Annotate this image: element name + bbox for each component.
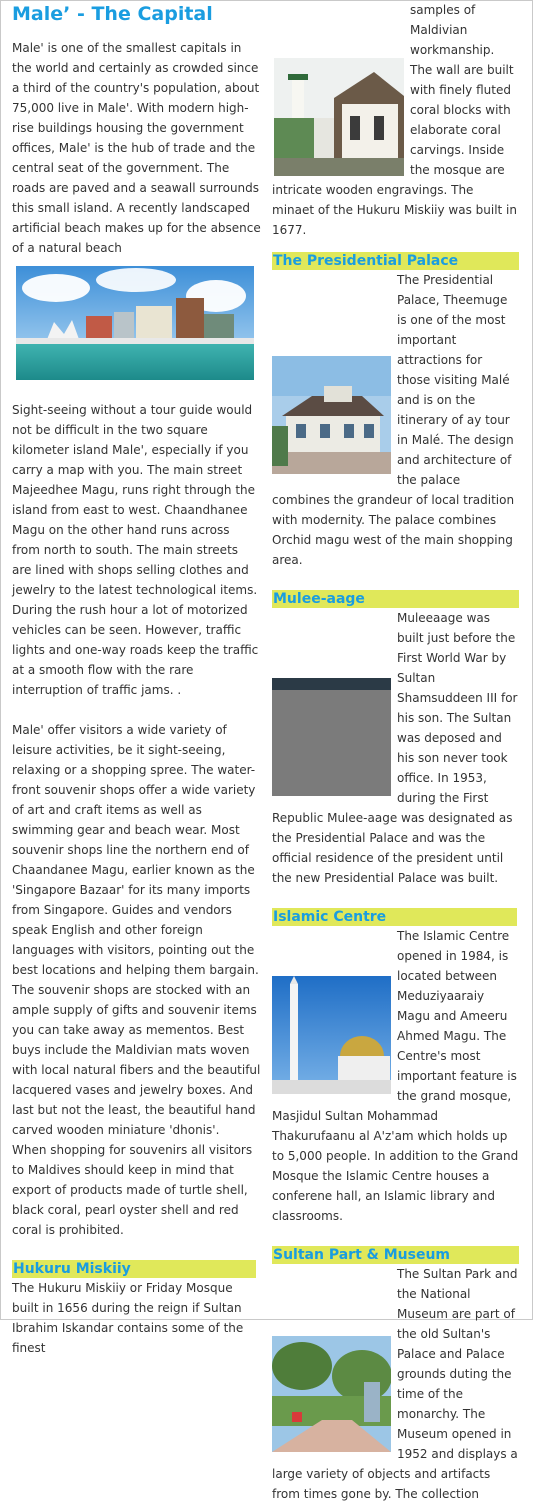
shopping-paragraph: When shopping for souvenirs all visitors to Maldives should keep in mind that export of products made of turtle shell, black coral, pearl oyster shell and red coral is prohibited.	[12, 1143, 253, 1237]
sultan-park-heading: Sultan Part & Museum	[272, 1246, 519, 1264]
page-title: Male’ - The Capital	[12, 3, 213, 25]
hukuru-mosque-photo	[274, 58, 404, 176]
presidential-palace-text: The Presidential Palace, Theemuge is one of the most important attractions for those visiting Malé and is on the itinerary of ay tour in Malé. The design and architecture of the palace combines the grandeur of local tradition with modernity. The palace combines Orchid magu west of the main shopping area.	[272, 273, 515, 567]
palace-block	[272, 270, 519, 570]
right-column	[272, 0, 519, 1504]
intro-paragraph: Male' is one of the smallest capitals in the world and certainly as crowded since a third of the country's population, about 75,000 live in Male'. With modern high-rise buildings housing the government offices, Male' is the hub of trade and the central seat of the government. The roads are paved and a seawall surrounds this small island. A recently landscaped artificial beach makes up for the absence of a natural beach	[12, 41, 261, 255]
islamic-block	[272, 926, 519, 1226]
sultan-park-text: The Sultan Park and the National Museum are part of the old Sultan's Palace and Palace grounds duting the time of the monarchy. The Museum opened in 1952 and displays a large variety of objects and artifacts from times gone by. The collection	[272, 1267, 518, 1501]
mulee-aage-heading: Mulee-aage	[272, 590, 519, 608]
islamic-centre-photo	[272, 976, 391, 1094]
presidential-palace-heading: The Presidential Palace	[272, 252, 519, 270]
presidential-palace-photo	[272, 356, 391, 474]
mulee-block	[272, 608, 519, 888]
sultan-block	[272, 1264, 519, 1504]
islamic-centre-heading: Islamic Centre	[272, 908, 517, 926]
hukuru-continued-block	[272, 0, 519, 240]
hukuru-miskiiy-heading: Hukuru Miskiiy	[12, 1260, 256, 1278]
hukuru-continued-text: samples of Maldivian workmanship. The wall are built with finely fluted coral blocks with elaborate coral carvings. Inside the mosque are intricate wooden engravings. The minaet of the Hukuru Miskiiy was built in 1677.	[272, 3, 517, 237]
mulee-aage-text: Muleeaage was built just before the First World War by Sultan Shamsuddeen III for his son. The Sultan was deposed and his son never took office. In 1953, during the First Republic Mulee-aage was designated as the Presidential Palace and was the official residence of the president until the new Presidential Palace was built.	[272, 611, 518, 885]
mulee-aage-photo	[272, 678, 391, 796]
islamic-centre-text: The Islamic Centre opened in 1984, is located between Meduziyaaraiy Magu and Ameeru Ahmed Magu. The Centre's most important feature is the grand mosque, Masjidul Sultan Mohammad Thakurufaanu al A'z'am which holds up to 5,000 people. In addition to the Grand Mosque the Islamic Centre houses a conferene hall, an Islamic library and classrooms.	[272, 929, 519, 1223]
leisure-paragraph: Male' offer visitors a wide variety of leisure activities, be it sight-seeing, relaxing or a shopping spree. The water-front souvenir shops offer a wide variety of art and craft items as well as swimming gear and beach wear. Most souvenir shops line the northern end of Chaandanee Magu, earlier known as the 'Singapore Bazaar' for its many imports from Singapore. Guides and vendors speak English and other foreign languages with visitors, pointing out the best locations and helping them bargain. The souvenir shops are stocked with an ample supply of gifts and souvenir items you can take away as mementos. Best buys include the Maldivian mats woven with local natural fibers and the beautiful lacquered vases and jewelry boxes. And last but not the least, the beautiful hand carved wooden miniature 'dhonis'.	[12, 723, 261, 1137]
hukuru-miskiiy-text: The Hukuru Miskiiy or Friday Mosque built in 1656 during the reign if Sultan Ibrahim Iskandar contains some of the finest	[12, 1281, 244, 1355]
male-skyline-photo	[16, 266, 254, 380]
left-column	[12, 0, 261, 1358]
sultan-park-photo	[272, 1336, 391, 1452]
sightseeing-paragraph: Sight-seeing without a tour guide would not be difficult in the two square kilometer island Male', especially if you carry a map with you. The main street Majeedhee Magu, runs right through the island from east to west. Chaandhanee Magu on the other hand runs across from north to south. The main streets are lined with shops selling clothes and jewelry to the latest technological items. During the rush hour a lot of motorized vehicles can be seen. However, traffic lights and one-way roads keep the traffic at a smooth flow with the rare interruption of traffic jams. .	[12, 403, 259, 697]
